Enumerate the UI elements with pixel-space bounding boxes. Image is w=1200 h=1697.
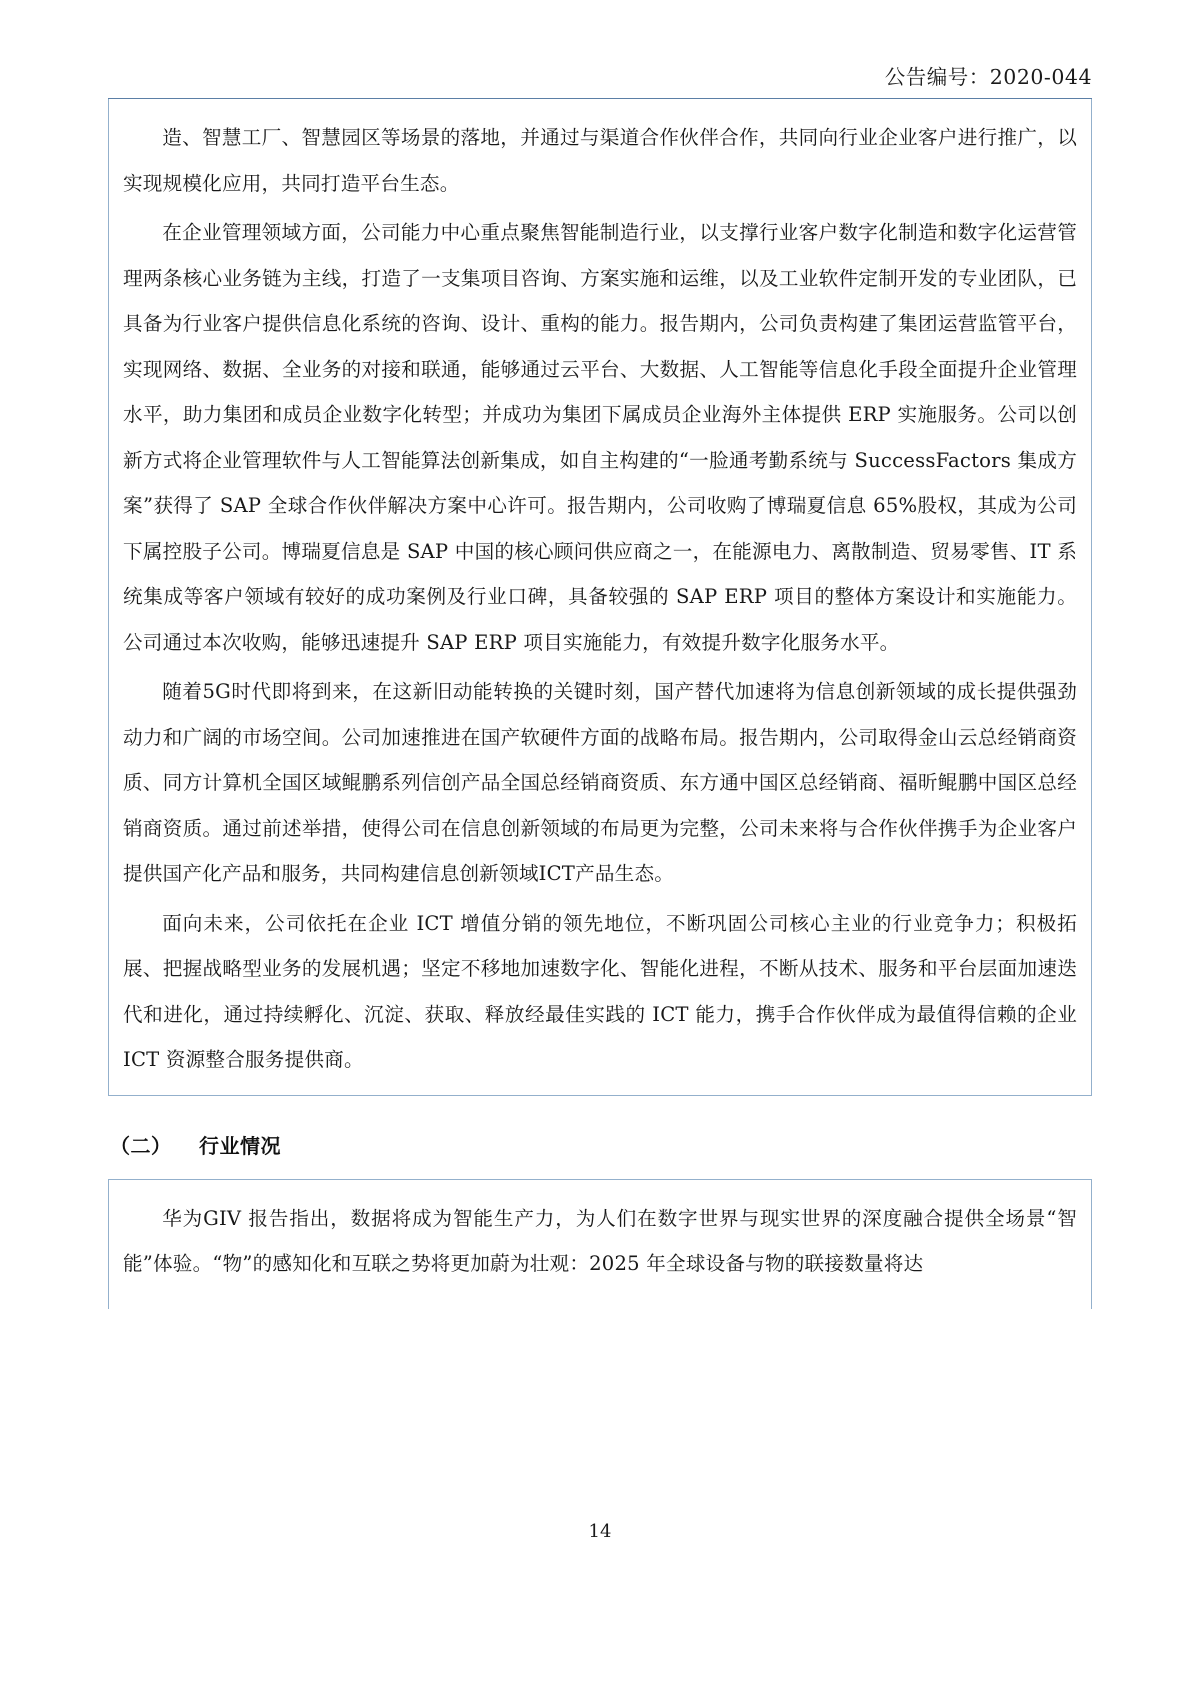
page-content bbox=[108, 60, 1092, 1309]
page-number: 14 bbox=[588, 1521, 612, 1542]
paragraph: 面向未来，公司依托在企业 ICT 增值分销的领先地位，不断巩固公司核心主业的行业竞争力；积极拓展、把握战略型业务的发展机遇；坚定不移地加速数字化、智能化进程，不断从技术、服务和平台层面加速迭代和进化，通过持续孵化、沉淀、获取、释放经最佳实践的 ICT 能力，携手合作伙伴成为最值得信赖的企业 ICT 资源整合服务提供商。 bbox=[123, 911, 1077, 1071]
section-title: 行业情况 bbox=[198, 1133, 281, 1158]
paragraph: 造、智慧工厂、智慧园区等场景的落地，并通过与渠道合作伙伴合作，共同向行业企业客户进行推广，以实现规模化应用，共同打造平台生态。 bbox=[123, 126, 1077, 195]
paragraph: 在企业管理领域方面，公司能力中心重点聚焦智能制造行业，以支撑行业客户数字化制造和数字化运营管理两条核心业务链为主线，打造了一支集项目咨询、方案实施和运维，以及工业软件定制开发的专业团队，已具备为行业客户提供信息化系统的咨询、设计、重构的能力。报告期内，公司负责构建了集团运营监管平台，实现网络、数据、全业务的对接和联通，能够通过云平台、大数据、人工智能等信息化手段全面提升企业管理水平，助力集团和成员企业数字化转型；并成功为集团下属成员企业海外主体提供 ERP 实施服务。公司以创新方式将企业管理软件与人工智能算法创新集成，如自主构建的“一脸通考勤系统与 SuccessFactors 集成方案”获得了 SAP 全球合作伙伴解决方案中心许可。报告期内，公司收购了博瑞夏信息 65%股权，其成为公司下属控股子公司。博瑞夏信息是 SAP 中国的核心顾问供应商之一，在能源电力、离散制造、贸易零售、IT 系统集成等客户领域有较好的成功案例及行业口碑，具备较强的 SAP ERP 项目的整体方案设计和实施能力。公司通过本次收购，能够迅速提升 SAP ERP 项目实施能力，有效提升数字化服务水平。 bbox=[123, 221, 1077, 654]
announcement-number: 公告编号：2020-044 bbox=[884, 65, 1092, 89]
section-number: （二） bbox=[110, 1133, 172, 1158]
paragraph: 华为GIV 报告指出，数据将成为智能生产力，为人们在数字世界与现实世界的深度融合提供全场景“智能”体验。“物”的感知化和互联之势将更加蔚为壮观：2025 年全球设备与物的联接数量将达 bbox=[123, 1206, 1077, 1275]
body-block-first bbox=[108, 99, 1092, 1096]
section-heading bbox=[110, 1130, 1092, 1159]
page-header bbox=[108, 60, 1092, 99]
paragraph: 随着5G时代即将到来，在这新旧动能转换的关键时刻，国产替代加速将为信息创新领域的成长提供强劲动力和广阔的市场空间。公司加速推进在国产软硬件方面的战略布局。报告期内，公司取得金山云总经销商资质、同方计算机全国区域鲲鹏系列信创产品全国总经销商资质、东方通中国区总经销商、福昕鲲鹏中国区总经销商资质。通过前述举措，使得公司在信息创新领域的布局更为完整，公司未来将与合作伙伴携手为企业客户提供国产化产品和服务，共同构建信息创新领域ICT产品生态。 bbox=[123, 680, 1077, 885]
body-block-second bbox=[108, 1179, 1092, 1309]
